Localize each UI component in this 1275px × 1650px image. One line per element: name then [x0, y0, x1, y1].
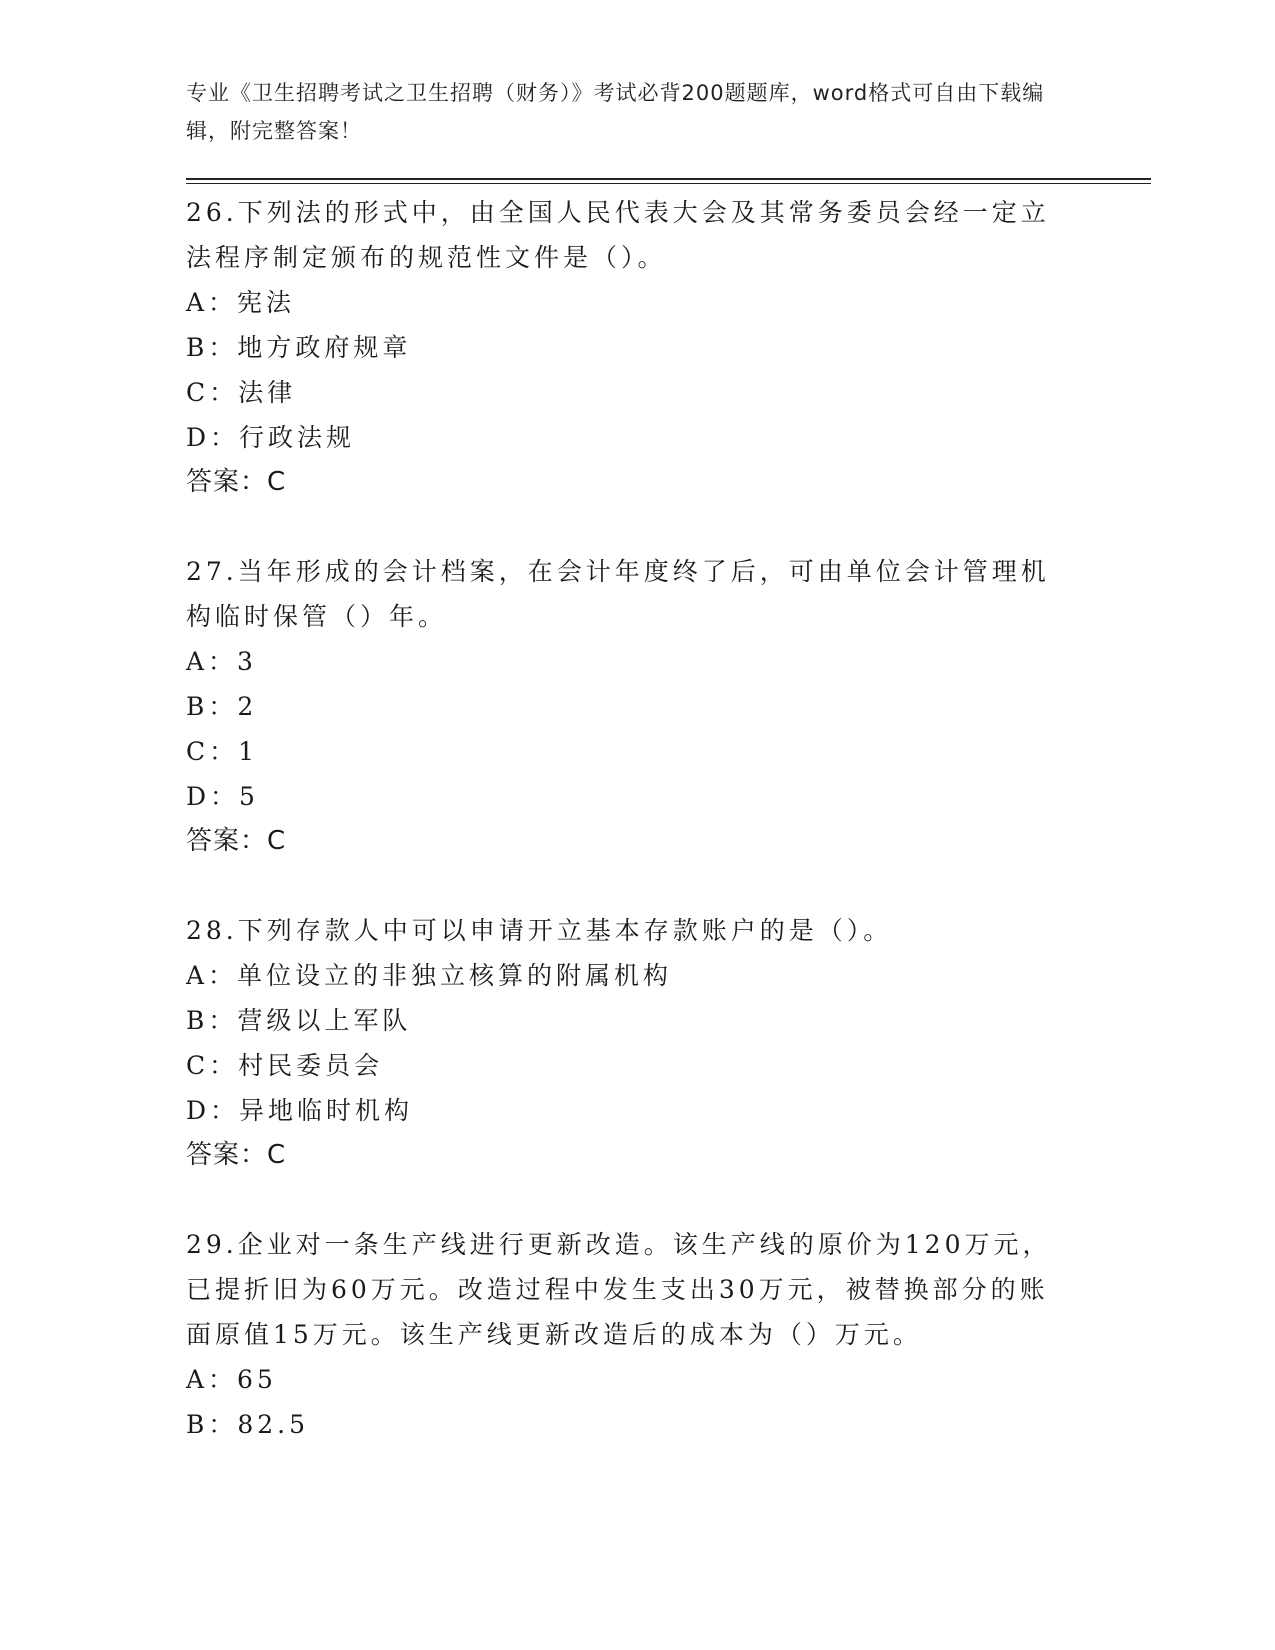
option-d: D：异地临时机构: [186, 1096, 414, 1125]
option-d: D：行政法规: [186, 423, 356, 452]
option-c: C：法律: [186, 378, 297, 407]
option-b: B：2: [186, 692, 258, 721]
option-a: A：3: [186, 647, 257, 676]
question-text: 26.下列法的形式中，由全国人民代表大会及其常务委员会经一定立法程序制定颁布的规范性文件是（）。: [186, 198, 1050, 272]
option-b: B：营级以上军队: [186, 1006, 412, 1035]
question-27: [186, 549, 1086, 864]
option-c: C：1: [186, 737, 259, 766]
question-list: [186, 190, 1086, 1447]
option-a: A：65: [186, 1365, 277, 1394]
question-text: 29.企业对一条生产线进行更新改造。该生产线的原价为120万元，已提折旧为60万元。改造过程中发生支出30万元，被替换部分的账面原值15万元。该生产线更新改造后的成本为（）万元。: [186, 1230, 1052, 1349]
question-spacer: [186, 505, 1086, 549]
question-28: [186, 908, 1086, 1178]
header-divider-thick: [186, 178, 1151, 180]
option-b: B：82.5: [186, 1410, 310, 1439]
document-header-title: 专业《卫生招聘考试之卫生招聘（财务）》考试必背200题题库，word格式可自由下载编辑，附完整答案！: [186, 81, 1045, 143]
question-26: [186, 190, 1086, 505]
option-a: A：宪法: [186, 288, 296, 317]
question-text: 28.下列存款人中可以申请开立基本存款账户的是（）。: [186, 916, 893, 945]
question-spacer: [186, 1178, 1086, 1222]
header-divider-thin: [186, 183, 1151, 184]
answer-line: 答案：C: [186, 1140, 287, 1170]
option-c: C：村民委员会: [186, 1051, 384, 1080]
option-d: D：5: [186, 782, 259, 811]
option-a: A：单位设立的非独立核算的附属机构: [186, 961, 673, 990]
question-spacer: [186, 864, 1086, 908]
answer-line: 答案：C: [186, 826, 287, 856]
answer-line: 答案：C: [186, 467, 287, 497]
question-text: 27.当年形成的会计档案，在会计年度终了后，可由单位会计管理机构临时保管（）年。: [186, 557, 1050, 631]
option-b: B：地方政府规章: [186, 333, 412, 362]
question-29: [186, 1222, 1086, 1447]
